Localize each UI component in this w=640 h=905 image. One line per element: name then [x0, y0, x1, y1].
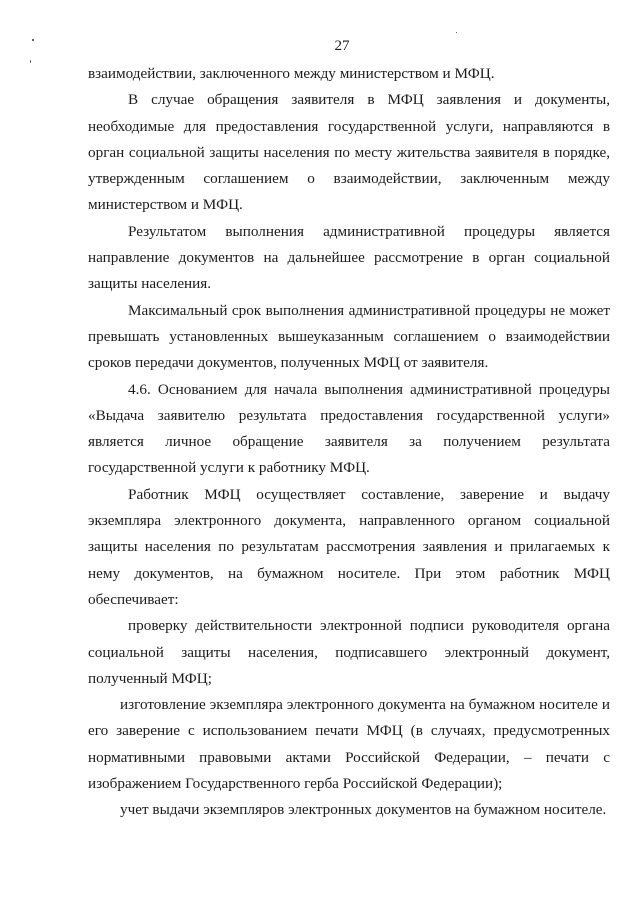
scan-speck	[456, 32, 457, 33]
document-body	[88, 61, 610, 824]
paragraph: проверку действительности электронной подписи руководителя органа социальной защиты населения, подписавшего электронный документ, полученный МФЦ;	[88, 617, 610, 687]
paragraph: В случае обращения заявителя в МФЦ заявления и документы, необходимые для предоставления государственной услуги, направляются в орган социальной защиты населения по месту жительства заявителя в порядке, утвержденным соглашением о взаимодействии, заключенным между министерством и МФЦ.	[88, 91, 610, 214]
paragraph: взаимодействии, заключенного между министерством и МФЦ.	[88, 65, 495, 82]
paragraph: Результатом выполнения административной процедуры является направление документов на дальнейшее рассмотрение в орган социальной защиты населения.	[88, 222, 610, 293]
paragraph: Работник МФЦ осуществляет составление, заверение и выдачу экземпляра электронного документа, направленного органом социальной защиты населения по результатам рассмотрения заявления и прилагаемых к нему документов, на бумажном носителе. При этом работник МФЦ обеспечивает:	[88, 485, 610, 608]
scan-speck	[30, 60, 31, 63]
paragraph: изготовление экземпляра электронного документа на бумажном носителе и его заверение с использованием печати МФЦ (в случаях, предусмотренных нормативными правовыми актами Российской Федерации, – печати с изображением Государственного герба Российской Федерации);	[88, 696, 610, 793]
paragraph: Максимальный срок выполнения административной процедуры не может превышать установленных вышеуказанным соглашением о взаимодействии сроков передачи документов, полученных МФЦ от заявителя.	[88, 301, 610, 372]
paragraph: 4.6. Основанием для начала выполнения административной процедуры «Выдача заявителю результата предоставления государственной услуги» является личное обращение заявителя за получением результата государственной услуги к работнику МФЦ.	[88, 380, 610, 477]
paragraph: учет выдачи экземпляров электронных документов на бумажном носителе.	[120, 801, 607, 819]
page-number: 27	[334, 38, 350, 54]
